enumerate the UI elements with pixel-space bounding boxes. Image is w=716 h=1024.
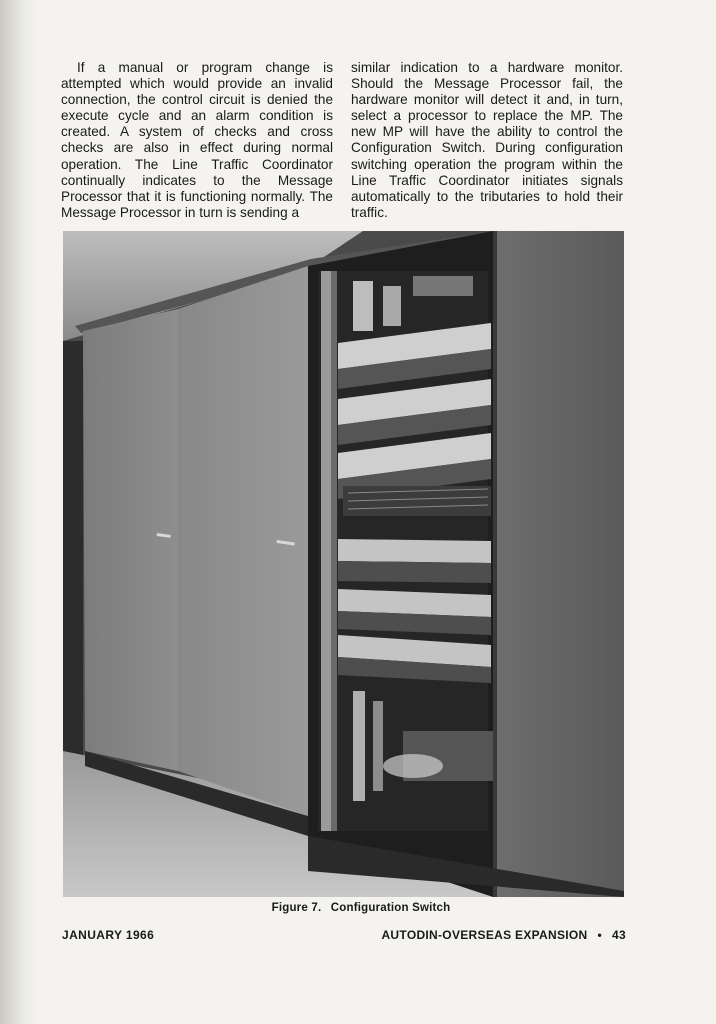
figure-caption (0, 902, 716, 914)
footer-publication: AUTODIN-OVERSEAS EXPANSION (381, 928, 588, 942)
paragraph-right: similar indication to a hardware monitor. Should the Message Processor fail, the hardware monitor will detect it and, in turn, select a processor to replace the MP. The new MP will have the ability to control the Configuration Switch. During configuration switching operation the program within the Line Traffic Coordinator initiates signals automatically to the tributaries to hold their traffic. (351, 60, 623, 220)
configuration-switch-photo (63, 231, 624, 897)
footer-running-head (381, 928, 626, 942)
page-number: 43 (612, 928, 626, 942)
footer-separator: • (597, 928, 603, 942)
footer-date: JANUARY 1966 (62, 928, 155, 942)
figure-title: Configuration Switch (330, 902, 451, 914)
body-text-right-column (351, 60, 623, 221)
figure-label: Figure 7. (271, 902, 322, 914)
photo-illustration (63, 231, 624, 897)
paragraph-left: If a manual or program change is attempted which would provide an invalid connection, the control circuit is denied the execute cycle and an alarm condition is created. A system of checks and cross checks are also in effect during normal operation. The Line Traffic Coordinator continually indicates to the Message Processor that it is functioning normally. The Message Processor in turn is sending a (61, 60, 333, 220)
body-text-left-column (61, 60, 333, 221)
page-binding-shadow (0, 0, 40, 1024)
